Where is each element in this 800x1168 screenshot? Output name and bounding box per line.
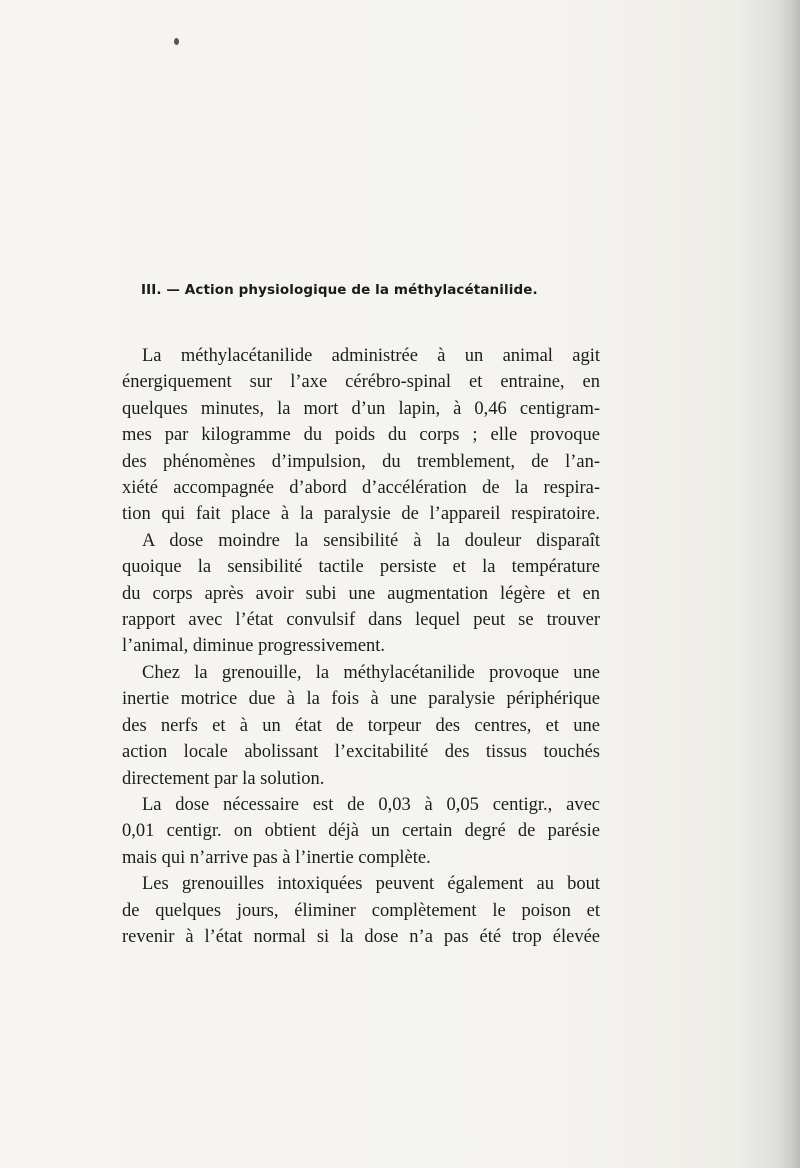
text-line: xiété accompagnée d’abord d’accélération de la respira-: [122, 478, 600, 499]
text-line: A dose moindre la sensibilité à la douleur disparaît: [142, 530, 600, 551]
paragraph-3: [122, 660, 600, 792]
text-line: revenir à l’état normal si la dose n’a pas été trop élevée: [122, 926, 600, 947]
text-line: du corps après avoir subi une augmentation légère et en: [122, 583, 600, 604]
paragraph-1: [122, 343, 600, 528]
text-line: quelques minutes, la mort d’un lapin, à 0,46 centigram-: [122, 398, 600, 419]
section-heading: III. — Action physiologique de la méthylacétanilide.: [141, 282, 538, 298]
text-line: de quelques jours, éliminer complètement le poison et: [122, 900, 600, 921]
text-line: 0,01 centigr. on obtient déjà un certain degré de parésie: [122, 821, 600, 842]
text-line: des phénomènes d’impulsion, du tremblement, de l’an-: [122, 451, 600, 472]
ink-speck: [174, 38, 179, 45]
text-line: mais qui n’arrive pas à l’inertie complète.: [122, 847, 431, 868]
text-line: l’animal, diminue progressivement.: [122, 636, 386, 657]
text-line: tion qui fait place à la paralysie de l’appareil respiratoire.: [122, 504, 600, 525]
text-line: inertie motrice due à la fois à une paralysie périphérique: [122, 689, 600, 710]
text-line: des nerfs et à un état de torpeur des centres, et une: [122, 715, 600, 736]
page-edge-shadow: [776, 0, 800, 1168]
text-line: énergiquement sur l’axe cérébro-spinal et entraine, en: [122, 372, 600, 393]
paragraph-2: [122, 528, 600, 660]
body-text: [122, 343, 600, 950]
paragraph-5: [122, 871, 600, 950]
text-line: directement par la solution.: [122, 768, 325, 789]
text-line: Chez la grenouille, la méthylacétanilide provoque une: [142, 662, 600, 683]
text-line: La dose nécessaire est de 0,03 à 0,05 centigr., avec: [142, 794, 600, 815]
text-line: Les grenouilles intoxiquées peuvent également au bout: [142, 874, 600, 895]
text-line: La méthylacétanilide administrée à un animal agit: [142, 346, 600, 366]
paragraph-4: [122, 792, 600, 871]
text-line: rapport avec l’état convulsif dans lequel peut se trouver: [122, 610, 600, 631]
text-line: quoique la sensibilité tactile persiste et la température: [122, 557, 600, 578]
text-line: mes par kilogramme du poids du corps ; elle provoque: [122, 425, 600, 446]
text-line: action locale abolissant l’excitabilité des tissus touchés: [122, 742, 600, 763]
